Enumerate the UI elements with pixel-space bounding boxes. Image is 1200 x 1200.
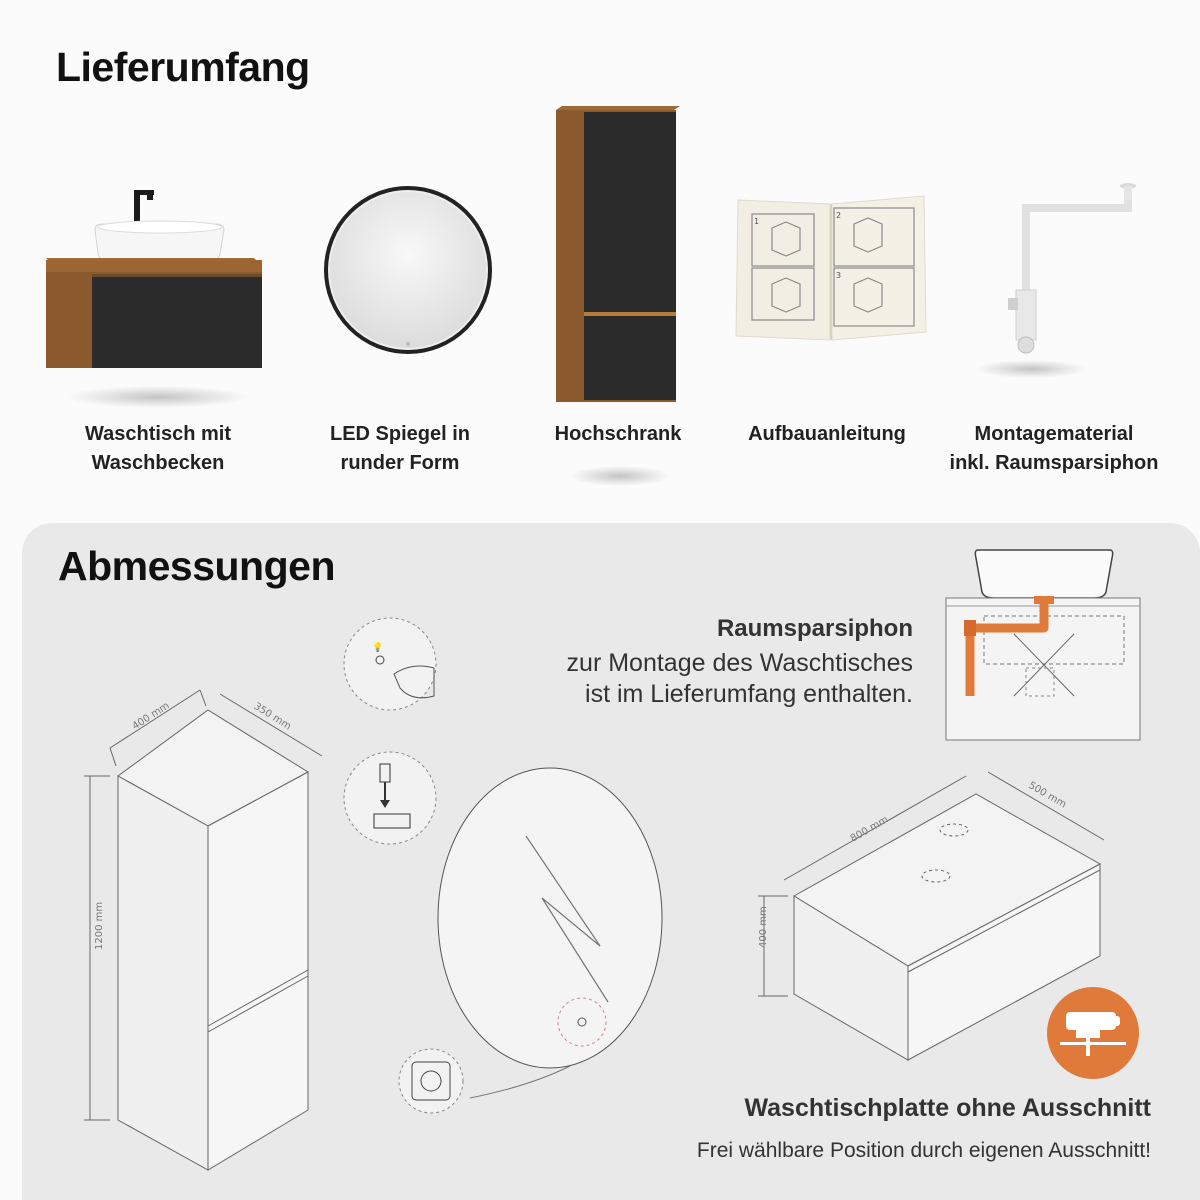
siphon-title: Raumsparsiphon	[716, 615, 913, 642]
product-caption-vanity	[58, 420, 258, 478]
led-mirror-image	[320, 182, 496, 358]
cabinet-width-label: 400 mm	[130, 700, 172, 733]
manual-image	[734, 194, 928, 342]
svg-text:💡: 💡	[372, 643, 384, 653]
plug-icon	[342, 750, 438, 846]
tall-cabinet-image	[556, 106, 682, 406]
siphon-line: zur Montage des Waschtisches	[566, 649, 913, 677]
siphon-sketch	[944, 546, 1140, 742]
caption-line: Montagematerial	[974, 423, 1134, 445]
jigsaw-icon	[1046, 986, 1140, 1080]
siphon-shadow	[976, 360, 1086, 378]
dimensions-title: Abmessungen	[58, 543, 335, 589]
manual-step-label: 1	[754, 217, 760, 226]
product-caption-siphon	[934, 420, 1174, 478]
worktop-subtitle: Frei wählbare Position durch eigenen Ausschnitt!	[696, 1139, 1151, 1162]
vanity-shadow	[68, 386, 248, 408]
cabinet-depth-label: 350 mm	[251, 700, 293, 733]
vanity-product-image	[40, 180, 280, 380]
caption-line: runder Form	[340, 452, 460, 474]
siphon-description	[480, 648, 913, 710]
worktop-title: Waschtischplatte ohne Ausschnitt	[744, 1094, 1151, 1122]
vanity-depth-label: 500 mm	[1026, 780, 1069, 811]
caption-line: inkl. Raumsparsiphon	[949, 452, 1159, 474]
caption-line: LED Spiegel in	[329, 423, 471, 445]
mirror-drawing	[430, 766, 670, 1086]
caption-line: Aufbauanleitung	[748, 423, 906, 445]
touch-sensor-icon	[342, 616, 438, 712]
manual-step-label: 3	[836, 271, 842, 280]
siphon-line: ist im Lieferumfang enthalten.	[585, 680, 913, 708]
vanity-height-label: 400 mm	[758, 906, 769, 948]
product-caption-mirror	[300, 420, 500, 478]
siphon-image	[990, 180, 1140, 360]
caption-line: Waschbecken	[91, 452, 225, 474]
manual-step-label: 2	[836, 211, 842, 220]
tall-cabinet-drawing	[70, 690, 330, 1180]
product-caption-manual	[727, 420, 927, 449]
cabinet-shadow	[570, 466, 670, 486]
cabinet-height-label: 1200 mm	[94, 901, 105, 950]
product-caption-cabinet	[518, 420, 718, 449]
caption-line: Waschtisch mit	[85, 423, 231, 445]
caption-line: Hochschrank	[554, 423, 682, 445]
delivery-title: Lieferumfang	[56, 44, 310, 90]
vanity-width-label: 800 mm	[848, 814, 891, 845]
